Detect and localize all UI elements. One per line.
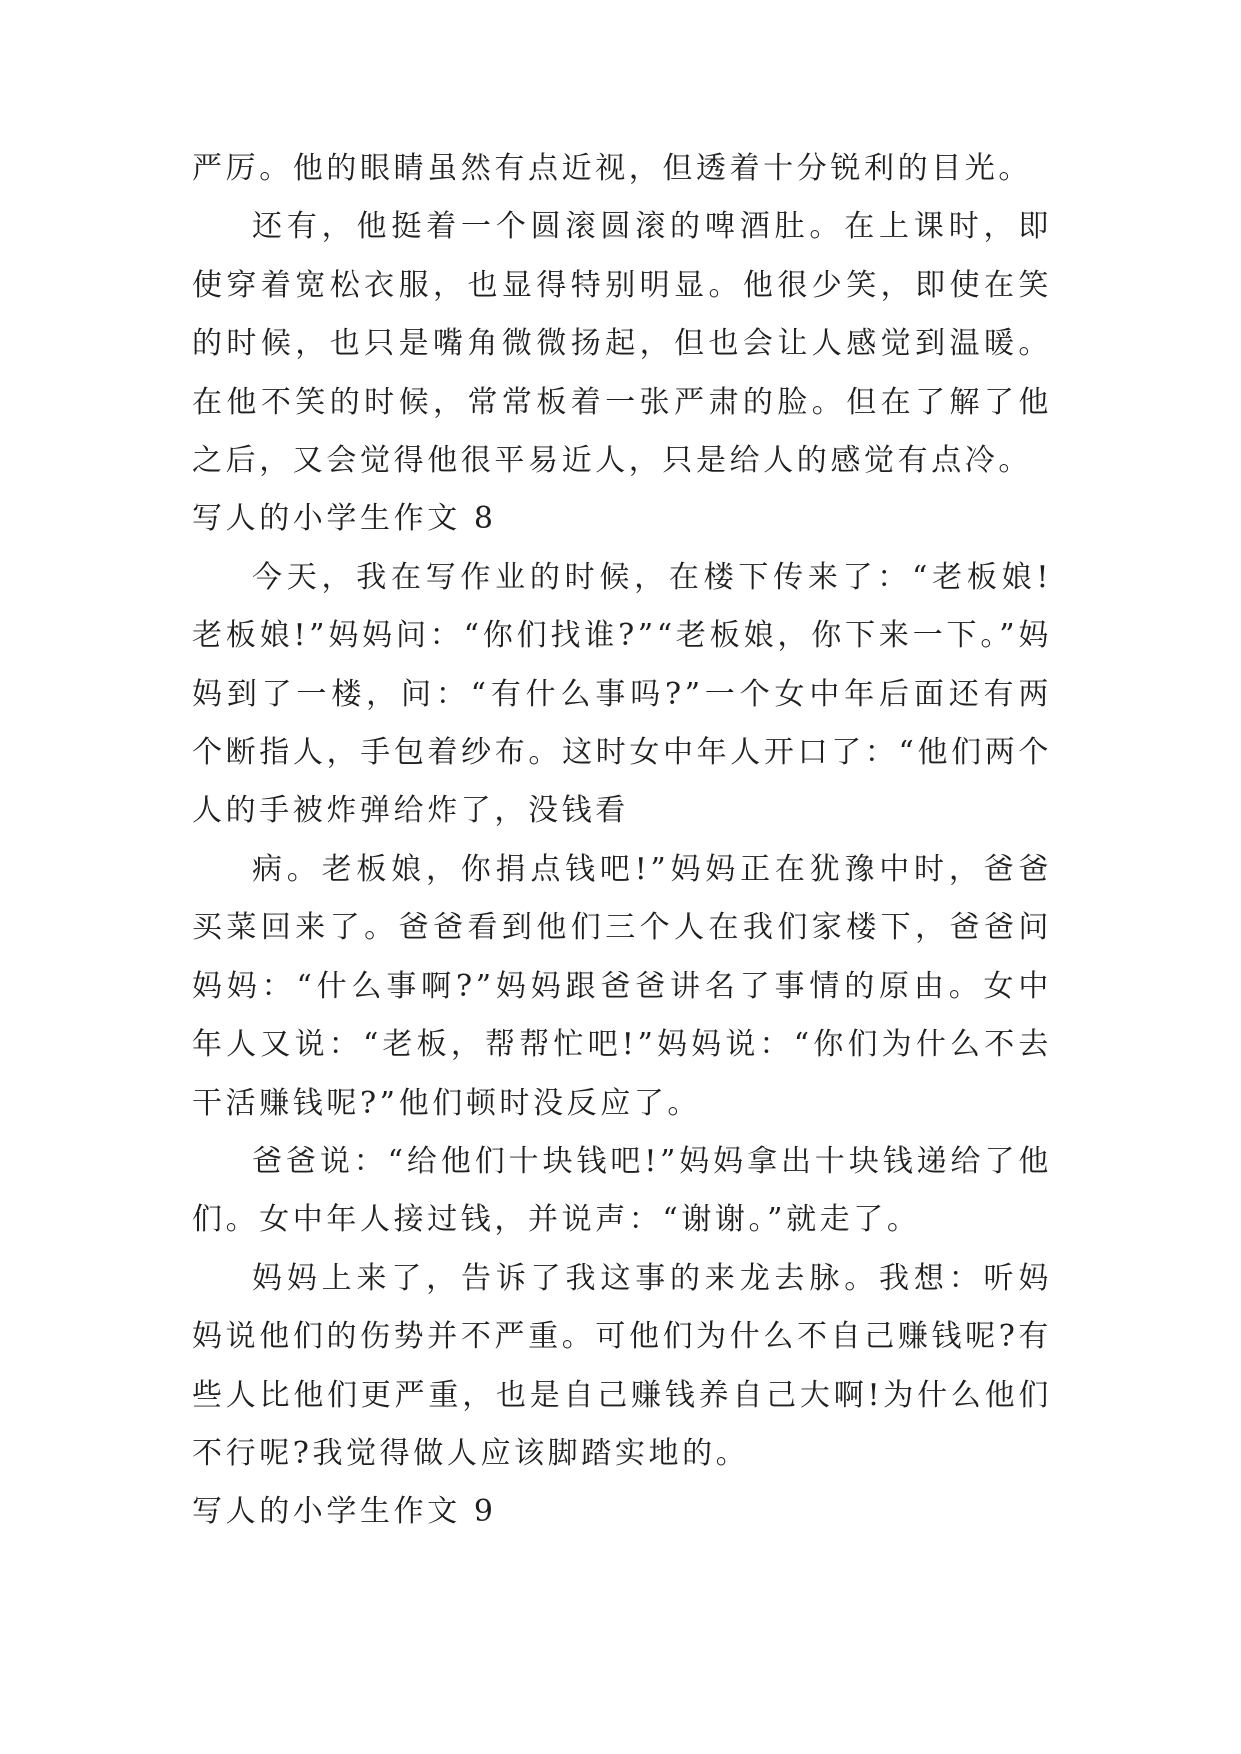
paragraph: 还有，他挺着一个圆滚圆滚的啤酒肚。在上课时，即使穿着宽松衣服，也显得特别明显。他很少笑，即使在笑的时候，也只是嘴角微微扬起，但也会让人感觉到温暖。在他不笑的时候，常常板着一张严肃的脸。但在了解了他之后，又会觉得他很平易近人，只是给人的感觉有点冷。 <box>192 209 1052 479</box>
section-heading: 写人的小学生作文 8 <box>192 501 497 537</box>
paragraph: 爸爸说：“给他们十块钱吧!”妈妈拿出十块钱递给了他们。女中年人接过钱，并说声：“谢谢。”就走了。 <box>192 1143 1052 1238</box>
section-heading: 写人的小学生作文 9 <box>192 1494 497 1530</box>
paragraph: 今天，我在写作业的时候，在楼下传来了：“老板娘!老板娘!”妈妈问：“你们找谁?”“老板娘，你下来一下。”妈妈到了一楼，问：“有什么事吗?”一个女中年后面还有两个断指人，手包着纱布。这时女中年人开口了：“他们两个人的手被炸弹给炸了，没钱看 <box>192 559 1052 829</box>
paragraph: 严厉。他的眼睛虽然有点近视，但透着十分锐利的目光。 <box>192 151 1032 186</box>
document-page <box>192 140 1052 1542</box>
paragraph: 病。老板娘，你捐点钱吧!”妈妈正在犹豫中时，爸爸买菜回来了。爸爸看到他们三个人在我们家楼下，爸爸问妈妈：“什么事啊?”妈妈跟爸爸讲名了事情的原由。女中年人又说：“老板，帮帮忙吧!”妈妈说：“你们为什么不去干活赚钱呢?”他们顿时没反应了。 <box>192 851 1052 1121</box>
paragraph: 妈妈上来了，告诉了我这事的来龙去脉。我想：听妈妈说他们的伤势并不严重。可他们为什么不自己赚钱呢?有些人比他们更严重，也是自己赚钱养自己大啊!为什么他们不行呢?我觉得做人应该脚踏实地的。 <box>192 1260 1052 1471</box>
